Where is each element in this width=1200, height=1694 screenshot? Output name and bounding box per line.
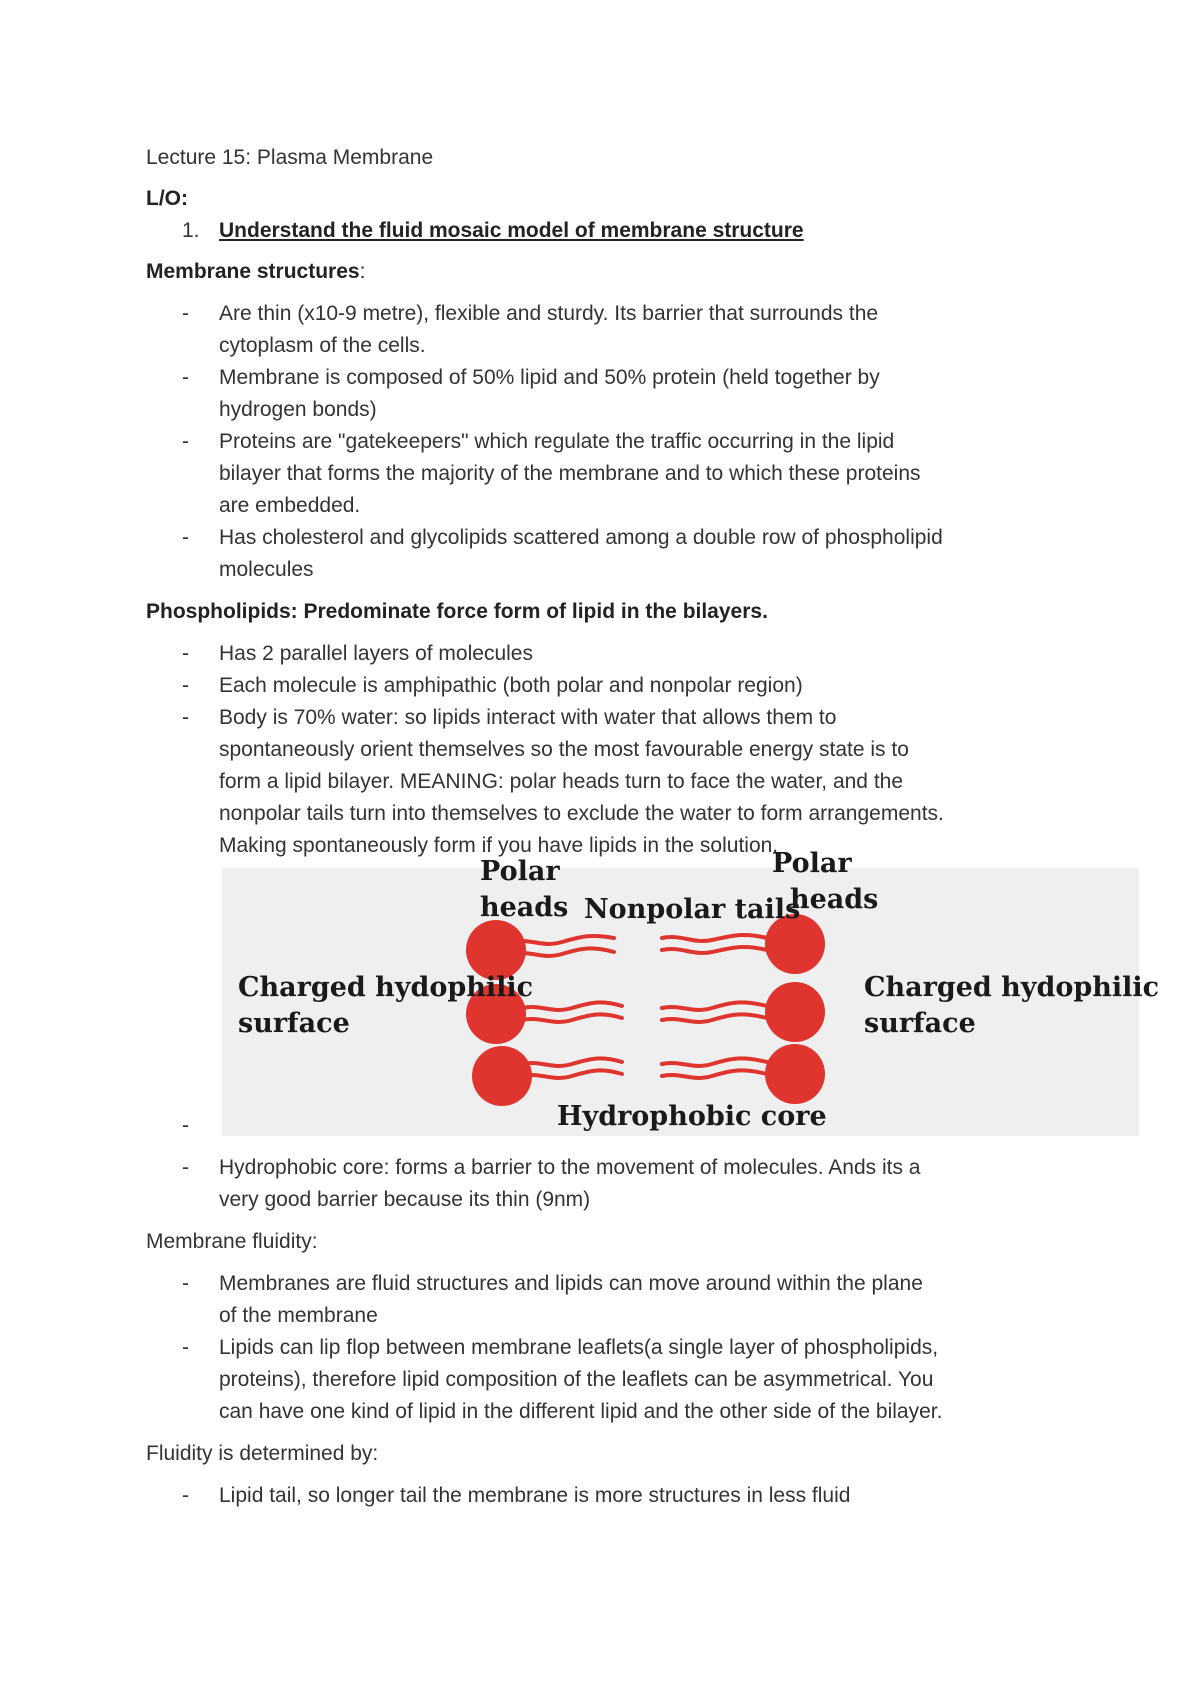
objective-text: Understand the fluid mosaic model of membrane structure bbox=[219, 219, 804, 242]
label-polar-left-2: heads bbox=[480, 892, 569, 923]
list-item-line: Membrane is composed of 50% lipid and 50% protein (held together by bbox=[219, 366, 880, 389]
tail bbox=[512, 936, 614, 944]
label-charged-left-2: surface bbox=[238, 1008, 350, 1039]
learning-objectives-label: L/O: bbox=[146, 187, 188, 210]
list-item bbox=[146, 522, 1066, 586]
list-item-line: nonpolar tails turn into themselves to exclude the water to form arrangements. bbox=[219, 802, 944, 825]
list-item-line: Lipids can lip flop between membrane leaflets(a single layer of phospholipids, bbox=[219, 1336, 939, 1359]
list-item bbox=[146, 362, 1066, 426]
list-item-line: Hydrophobic core: forms a barrier to the movement of molecules. Ands its a bbox=[219, 1156, 921, 1179]
list-bullet: - bbox=[182, 1156, 189, 1179]
tail bbox=[662, 1070, 767, 1078]
list-item-line: form a lipid bilayer. MEANING: polar heads turn to face the water, and the bbox=[219, 770, 904, 793]
list-item-line: Has cholesterol and glycolipids scattered among a double row of phospholipid bbox=[219, 526, 943, 549]
list-item-line: Proteins are "gatekeepers" which regulate the traffic occurring in the lipid bbox=[219, 430, 895, 453]
heading-colon: : bbox=[359, 260, 366, 283]
list-item-line: Lipid tail, so longer tail the membrane is more structures in less fluid bbox=[219, 1484, 851, 1507]
lecture-title: Lecture 15: Plasma Membrane bbox=[146, 146, 434, 169]
list-item-line: molecules bbox=[219, 558, 314, 581]
list-item bbox=[146, 298, 1066, 362]
list-bullet: - bbox=[182, 430, 189, 453]
list-item-line: Making spontaneously form if you have lipids in the solution. bbox=[219, 834, 779, 857]
fluidity-determined-heading: Fluidity is determined by: bbox=[146, 1442, 379, 1465]
membrane-fluidity-list bbox=[146, 1268, 1066, 1428]
list-bullet: - bbox=[182, 1336, 189, 1359]
list-item-line: hydrogen bonds) bbox=[219, 398, 377, 421]
tail bbox=[522, 1014, 622, 1022]
list-item bbox=[146, 1332, 1066, 1428]
label-charged-left-1: Charged hydophilic bbox=[238, 972, 534, 1003]
polar-head bbox=[466, 920, 526, 980]
membrane-structures-heading bbox=[146, 256, 1066, 288]
label-charged-right-1: Charged hydophilic bbox=[864, 972, 1160, 1003]
list-bullet: - bbox=[182, 366, 189, 389]
list-item bbox=[146, 702, 1066, 862]
phospholipids-list bbox=[146, 638, 1160, 1142]
tail bbox=[662, 1058, 767, 1066]
list-item-line: very good barrier because its thin (9nm) bbox=[219, 1188, 591, 1211]
tail bbox=[662, 1014, 767, 1022]
list-bullet: - bbox=[182, 1484, 189, 1507]
objective-item bbox=[146, 215, 1066, 247]
list-item-line: Has 2 parallel layers of molecules bbox=[219, 642, 533, 665]
phospholipids-after-list bbox=[146, 1152, 1066, 1216]
lipid-tails bbox=[512, 935, 767, 1078]
list-item-line: can have one kind of lipid in the different lipid and the other side of the bilayer. bbox=[219, 1400, 943, 1423]
list-item-line: cytoplasm of the cells. bbox=[219, 334, 426, 357]
label-polar-right-2: heads bbox=[790, 884, 879, 915]
list-item-line: Each molecule is amphipathic (both polar and nonpolar region) bbox=[219, 674, 803, 697]
list-item bbox=[146, 670, 1066, 702]
figure-list-item bbox=[146, 848, 1160, 1142]
list-bullet: - bbox=[182, 1114, 189, 1137]
list-bullet: - bbox=[182, 642, 189, 665]
label-polar-right-1: Polar bbox=[772, 848, 852, 879]
tail bbox=[522, 1002, 622, 1010]
polar-head bbox=[472, 1046, 532, 1106]
membrane-structures-heading-text: Membrane structures bbox=[146, 260, 360, 283]
list-item bbox=[146, 1152, 1066, 1216]
list-item-line: Membranes are fluid structures and lipids can move around within the plane bbox=[219, 1272, 923, 1295]
polar-head bbox=[765, 1044, 825, 1104]
fluidity-determined-list bbox=[146, 1480, 1066, 1512]
membrane-fluidity-heading: Membrane fluidity: bbox=[146, 1230, 318, 1253]
list-item-line: bilayer that forms the majority of the membrane and to which these proteins bbox=[219, 462, 921, 485]
list-bullet: - bbox=[182, 674, 189, 697]
list-item-line: Are thin (x10-9 metre), flexible and sturdy. Its barrier that surrounds the bbox=[219, 302, 879, 325]
list-bullet: - bbox=[182, 1272, 189, 1295]
list-item bbox=[146, 638, 1066, 670]
tail bbox=[522, 1070, 622, 1078]
tail bbox=[512, 948, 614, 956]
phospholipid-bilayer-figure bbox=[222, 848, 1160, 1136]
tail bbox=[662, 1002, 767, 1010]
list-item bbox=[146, 1268, 1066, 1332]
phospholipids-heading: Phospholipids: Predominate force form of lipid in the bilayers. bbox=[146, 600, 768, 623]
membrane-structures-list bbox=[146, 298, 1066, 586]
label-charged-right-2: surface bbox=[864, 1008, 976, 1039]
label-nonpolar-tails: Nonpolar tails bbox=[584, 894, 801, 925]
list-bullet: - bbox=[182, 526, 189, 549]
objective-number: 1. bbox=[182, 219, 200, 242]
bilayer-diagram bbox=[222, 848, 1160, 1136]
label-hydrophobic-core: Hydrophobic core bbox=[557, 1101, 827, 1132]
polar-heads bbox=[466, 914, 825, 1106]
list-bullet: - bbox=[182, 302, 189, 325]
list-item bbox=[146, 1480, 1066, 1512]
list-item-line: are embedded. bbox=[219, 494, 361, 517]
tail bbox=[522, 1058, 622, 1066]
objectives-list bbox=[146, 215, 1066, 247]
list-item bbox=[146, 426, 1066, 522]
list-item-line: spontaneously orient themselves so the most favourable energy state is to bbox=[219, 738, 909, 761]
list-bullet: - bbox=[182, 706, 189, 729]
list-item-line: of the membrane bbox=[219, 1304, 378, 1327]
tail bbox=[662, 947, 767, 953]
polar-head bbox=[765, 982, 825, 1042]
label-polar-left-1: Polar bbox=[480, 856, 560, 887]
document-body bbox=[146, 142, 1160, 1522]
list-item-line: proteins), therefore lipid composition of the leaflets can be asymmetrical. You bbox=[219, 1368, 934, 1391]
list-item-line: Body is 70% water: so lipids interact with water that allows them to bbox=[219, 706, 837, 729]
tail bbox=[662, 935, 767, 941]
